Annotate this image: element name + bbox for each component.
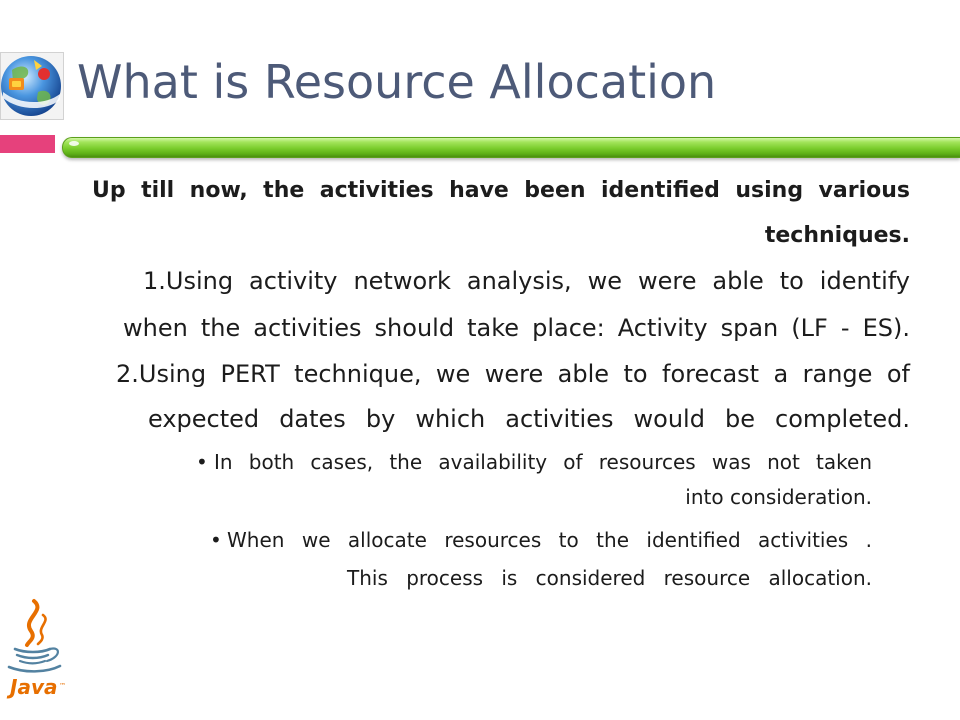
point-1-line: 1.Using activity network analysis, we were able to identify: [143, 267, 910, 295]
point-2-line: 2.Using PERT technique, we were able to forecast a range of: [116, 360, 910, 388]
accent-bar-pink: [0, 135, 55, 153]
java-logo-icon: [4, 598, 66, 702]
accent-bar-highlight: [69, 141, 79, 146]
globe-logo-icon: [0, 52, 64, 120]
intro-line: Up till now, the activities have been identified using various: [92, 178, 910, 203]
globe-dot: [38, 68, 50, 80]
point-2-line: expected dates by which activities would be completed.: [148, 405, 910, 433]
java-logo-graphic: [4, 598, 66, 702]
bullet-1-line: In both cases, the availability of resources was not taken: [214, 450, 872, 474]
globe-logo-graphic: [0, 52, 64, 120]
point-1-line: when the activities should take place: Activity span (LF - ES).: [123, 314, 910, 342]
java-trademark: ™: [59, 682, 66, 690]
java-wordmark: Java: [10, 675, 58, 699]
bullet-marker: •: [196, 450, 208, 474]
slide-title: What is Resource Allocation: [77, 55, 717, 109]
java-cup: [9, 648, 60, 671]
accent-bar-green: [62, 137, 960, 158]
bullet-marker: •: [210, 528, 222, 552]
java-steam: [27, 601, 46, 645]
intro-line: techniques.: [764, 223, 910, 248]
bullet-2-line: This process is considered resource allocation.: [347, 566, 872, 590]
bullet-1-line: into consideration.: [685, 485, 872, 509]
globe-badge-inner: [12, 81, 21, 87]
bullet-2-line: When we allocate resources to the identified activities .: [227, 528, 872, 552]
